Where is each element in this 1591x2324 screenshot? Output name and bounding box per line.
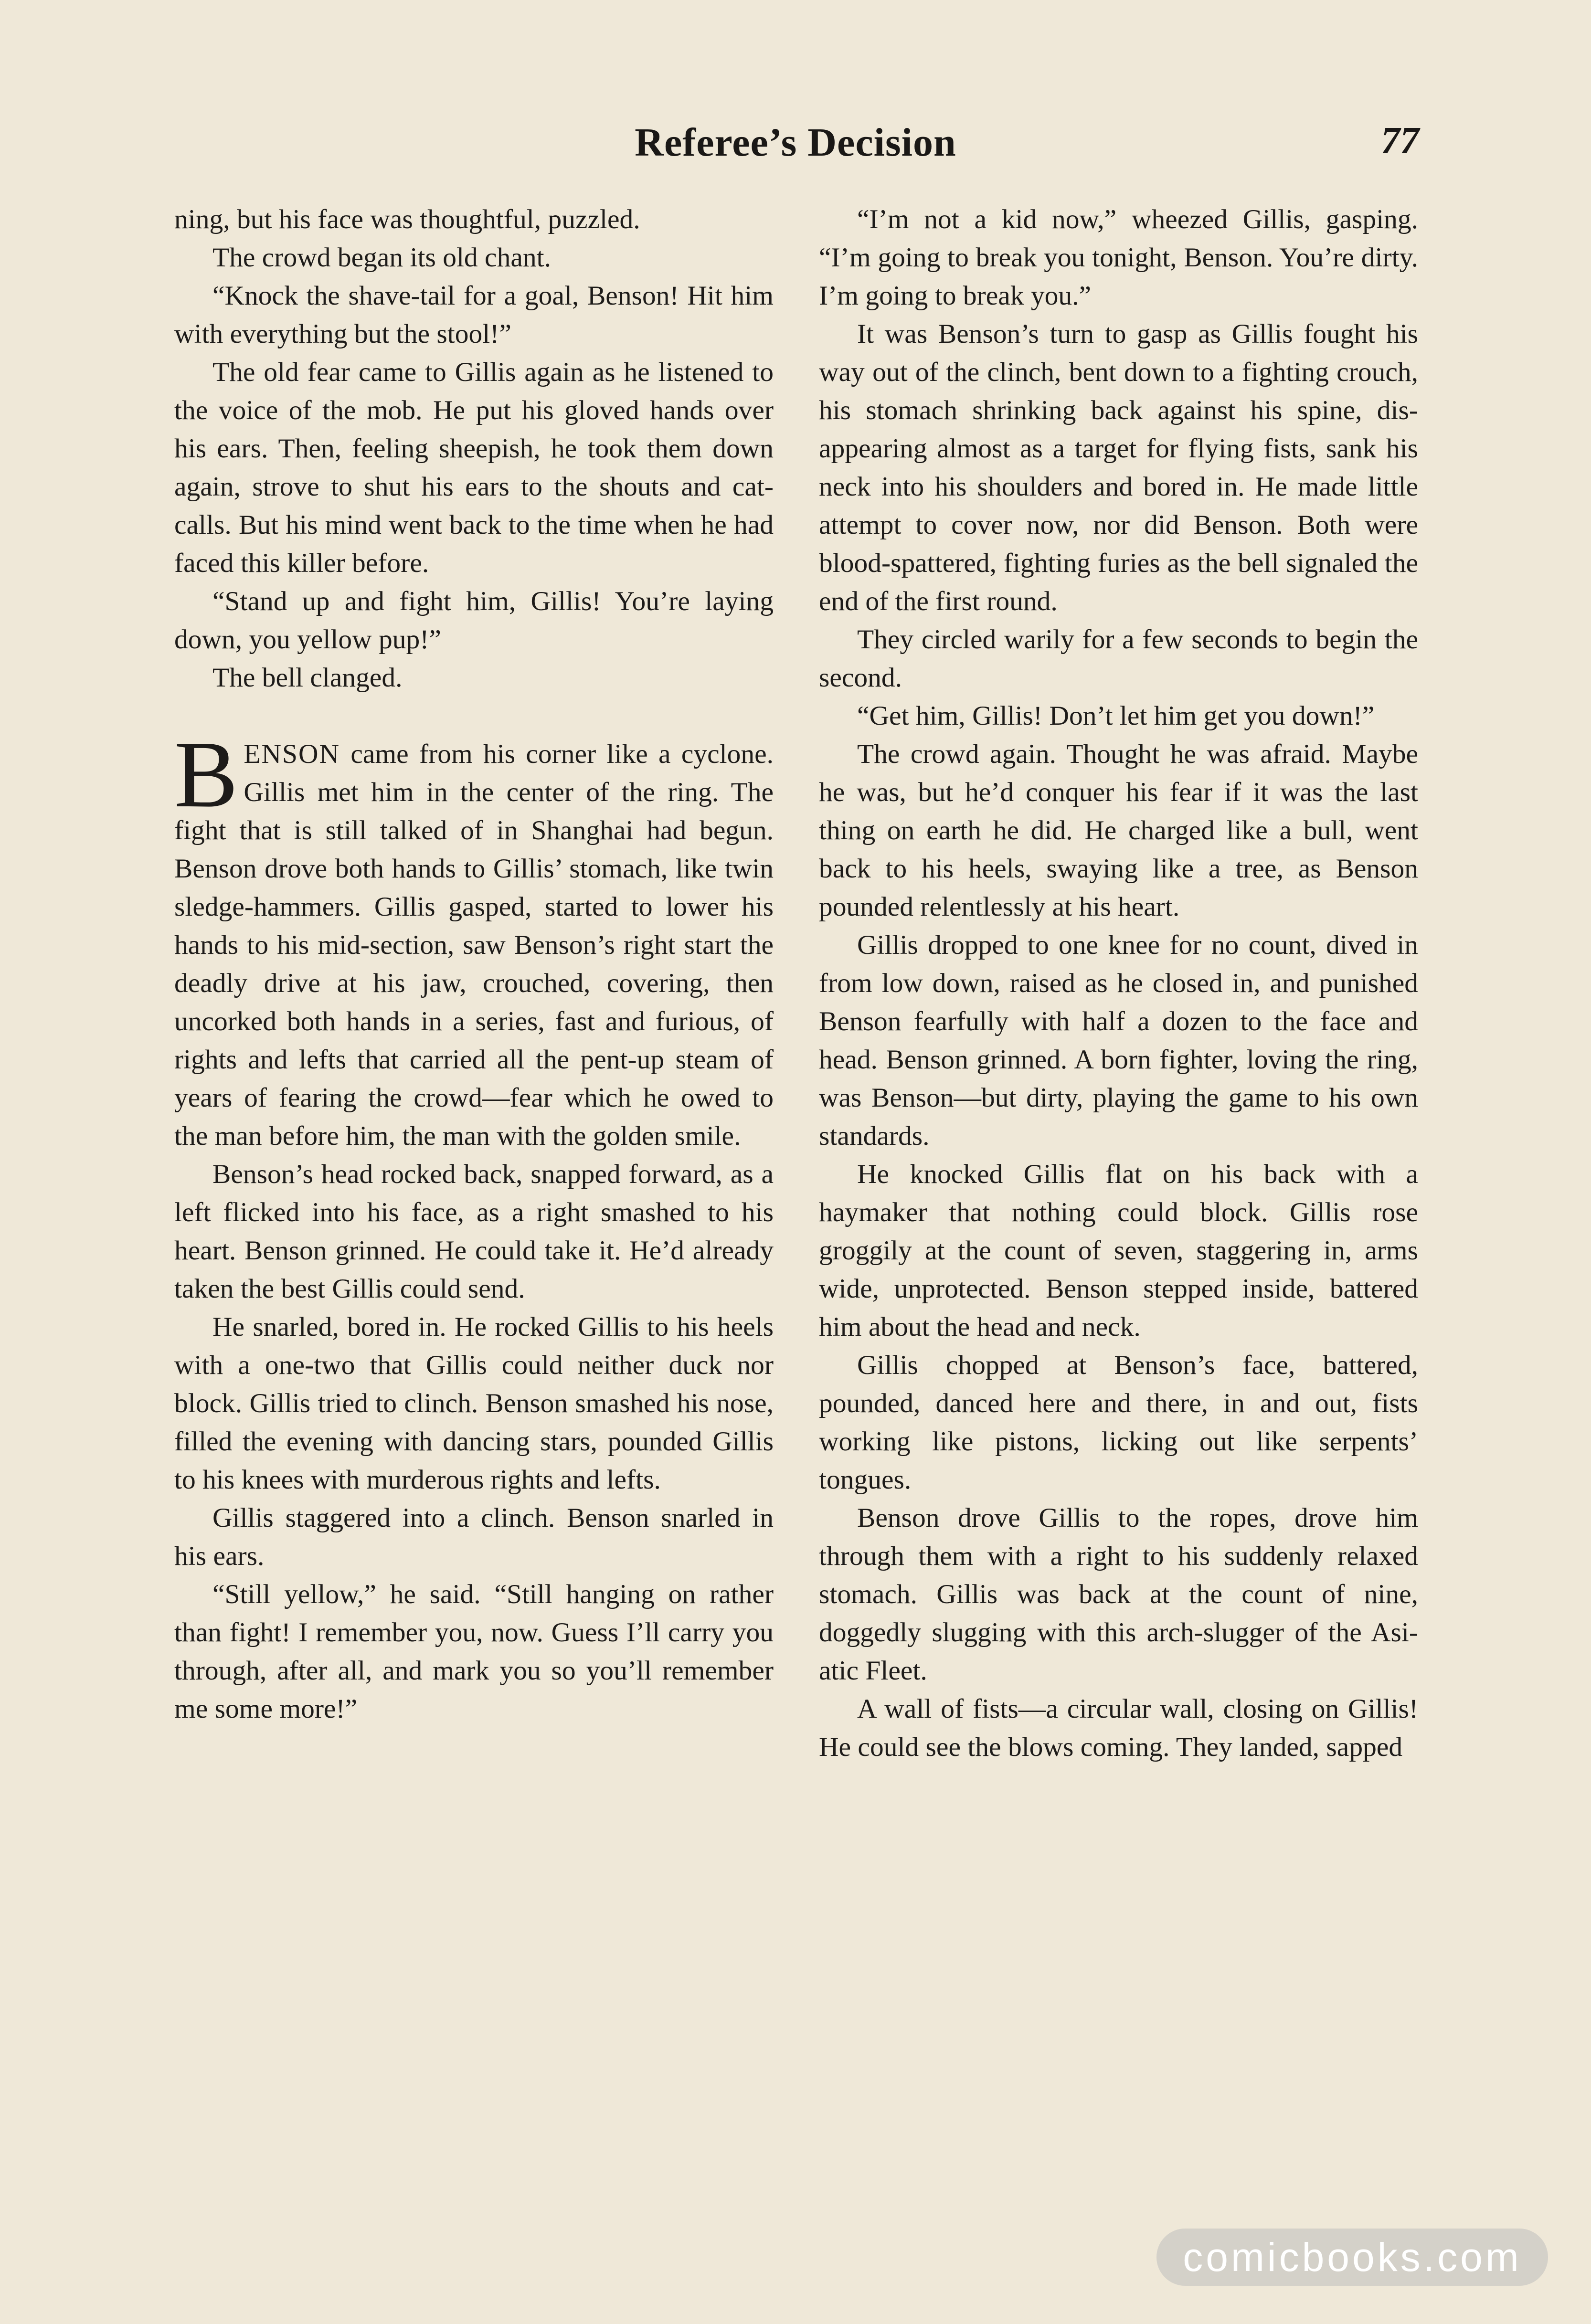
left-column <box>174 201 774 2220</box>
page-number: 77 <box>1381 120 1419 162</box>
paragraph: It was Benson’s turn to gasp as Gillis fought his way out of the clinch, bent down to a fighting crouch, his stomach shrinking back against his spine, disappearing almost as a target for flying fists, sank his neck into his shoulders and bored in. He made little attempt to cover now, nor did Benson. Both were blood-spattered, fighting furies as the bell signaled the end of the first round. <box>819 319 1418 616</box>
paragraph: The crowd began its old chant. <box>212 243 551 273</box>
paragraph: “Stand up and fight him, Gillis! You’re laying down, you yellow pup!” <box>174 586 774 655</box>
paragraph: Benson’s head rocked back, snapped forward, as a left flicked into his face, as a right smashed to his heart. Benson grinned. He could take it. He’d already taken the best Gillis could send. <box>174 1159 774 1304</box>
watermark-badge <box>1156 2229 1548 2286</box>
paragraph-text: came from his corner like a cyclone. Gillis met him in the center of the ring. The fight that is still talked of in Shanghai had begun. Benson drove both hands to Gillis’ stomach, like twin sledge-hammers. Gillis gasped, started to lower his hands to his mid-section, saw Benson’s right start the deadly drive at his jaw, crouched, covering, then uncorked both hands in a series, fast and furious, of rights and lefts that carried all the pent-up steam of years of fearing the crowd—fear which he owed to the man before him, the man with the golden smile. <box>174 739 774 1151</box>
paragraph: Gillis chopped at Benson’s face, battered, pounded, danced here and there, in and out, fists working like pistons, licking out like serpents’ tongues. <box>819 1350 1418 1495</box>
paragraph: Gillis dropped to one knee for no count, dived in from low down, raised as he closed in, and punished Benson fearfully with half a dozen to the face and head. Benson grinned. A born fighter, loving the ring, was Benson—but dirty, playing the game to his own standards. <box>819 930 1418 1151</box>
watermark-text: comicbooks.com <box>1183 2234 1522 2280</box>
right-column <box>819 201 1418 2220</box>
paragraph: He knocked Gillis flat on his back with a haymaker that nothing could block. Gillis rose groggily at the count of seven, staggering in, arms wide, unprotected. Benson stepped inside, battered him about the head and neck. <box>819 1159 1418 1342</box>
paragraph: He snarled, bored in. He rocked Gillis to his heels with a one-two that Gillis could neither duck nor block. Gillis tried to clinch. Benson smashed his nose, filled the evening with dancing stars, pounded Gillis to his knees with murderous rights and lefts. <box>174 1312 774 1495</box>
page-header <box>0 111 1591 178</box>
section-opening-paragraph <box>174 722 774 1155</box>
small-caps-lead: ENSON <box>244 739 340 769</box>
paragraph: “I’m not a kid now,” wheezed Gillis, gasping. “I’m going to break you tonight, Benson. You’re dirty. I’m going to break you.” <box>819 204 1418 311</box>
paragraph: “Get him, Gillis! Don’t let him get you down!” <box>857 701 1375 731</box>
text-columns <box>174 201 1418 2220</box>
paragraph: Gillis staggered into a clinch. Benson snarled in his ears. <box>174 1503 774 1571</box>
paragraph: Benson drove Gillis to the ropes, drove him through them with a right to his suddenly relaxed stomach. Gillis was back at the count of nine, doggedly slugging with this arch-slugger of the Asiatic Fleet. <box>819 1503 1418 1686</box>
paragraph: ning, but his face was thoughtful, puzzled. <box>174 204 640 234</box>
drop-cap: B <box>174 722 238 827</box>
paragraph: The old fear came to Gillis again as he listened to the voice of the mob. He put his gloved hands over his ears. Then, feeling sheepish, he took them down again, strove to shut his ears to the shouts and cat-calls. But his mind went back to the time when he had faced this killer before. <box>174 357 774 578</box>
paragraph: They circled warily for a few seconds to begin the second. <box>819 624 1418 693</box>
paragraph: “Knock the shave-tail for a goal, Benson! Hit him with everything but the stool!” <box>174 281 774 349</box>
paragraph: The bell clanged. <box>212 663 403 693</box>
paragraph: A wall of fists—a circular wall, closing on Gillis! He could see the blows coming. They landed, sapped <box>819 1694 1418 1762</box>
paragraph: “Still yellow,” he said. “Still hanging on rather than fight! I remember you, now. Guess I’ll carry you through, after all, and mark you so you’ll remember me some more!” <box>174 1579 774 1724</box>
paragraph: The crowd again. Thought he was afraid. Maybe he was, but he’d conquer his fear if it was the last thing on earth he did. He charged like a bull, went back to his heels, swaying like a tree, as Benson pounded relentlessly at his heart. <box>819 739 1418 922</box>
running-title: Referee’s Decision <box>635 120 956 165</box>
